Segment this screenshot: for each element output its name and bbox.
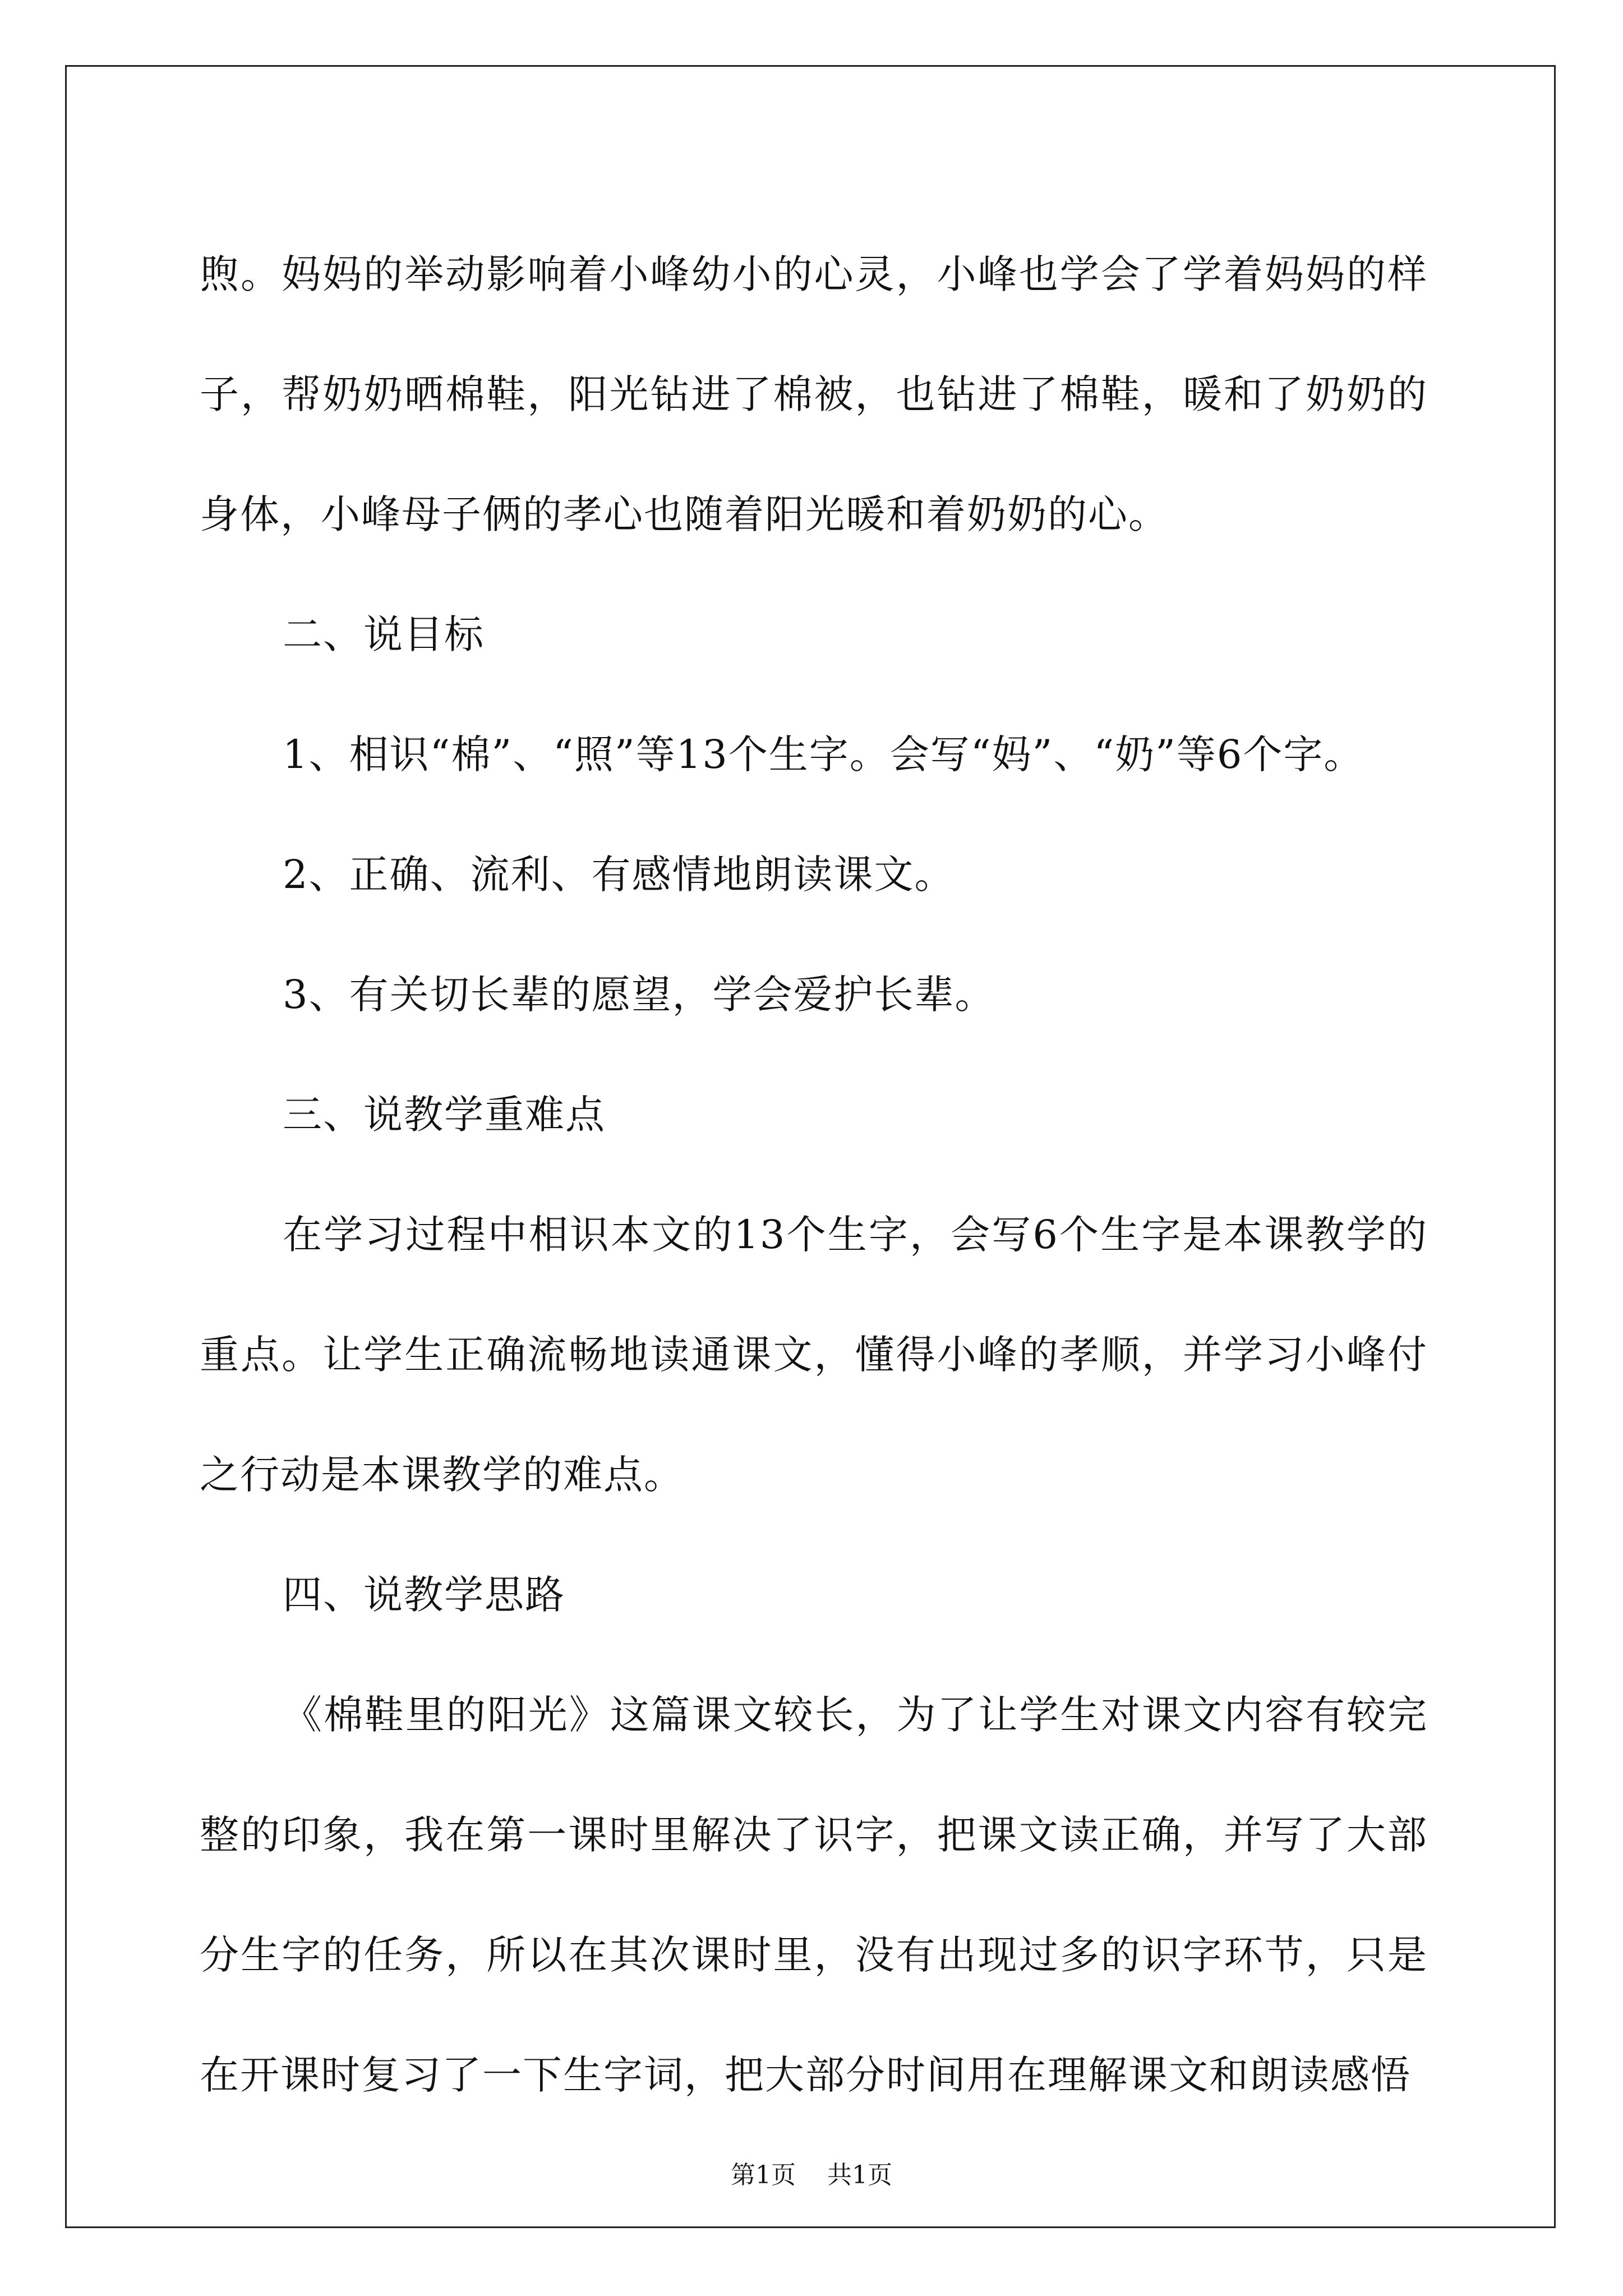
goal-item-2: 2、正确、流利、有感情地朗读课文。 (283, 852, 955, 898)
total-pages: 共1页 (827, 2161, 892, 2189)
page-number: 第1页 (731, 2161, 796, 2189)
goal-item-1: 1、相识“棉”、“照”等13个生字。会写“妈”、“奶”等6个字。 (283, 731, 1364, 777)
key-points-paragraph: 在学习过程中相识本文的13个生字，会写6个生字是本课教学的重点。让学生正确流畅地读通课文，懂得小峰的孝顺，并学习小峰付之行动是本课教学的难点。 (200, 1212, 1428, 1498)
section-heading-goals: 二、说目标 (283, 611, 485, 657)
paragraph-1: 煦。妈妈的举动影响着小峰幼小的心灵，小峰也学会了学着妈妈的样子，帮奶奶晒棉鞋，阳光钻进了棉被，也钻进了棉鞋，暖和了奶奶的身体，小峰母子俩的孝心也随着阳光暖和着奶奶的心。 (200, 251, 1428, 537)
document-body (200, 214, 1428, 2135)
goal-item-3: 3、有关切长辈的愿望，学会爱护长辈。 (283, 972, 995, 1018)
section-heading-key-points: 三、说教学重难点 (283, 1092, 606, 1138)
teaching-ideas-paragraph: 《棉鞋里的阳光》这篇课文较长，为了让学生对课文内容有较完整的印象，我在第一课时里解决了识字，把课文读正确，并写了大部分生字的任务，所以在其次课时里，没有出现过多的识字环节，只是在开课时复习了一下生字词，把大部分时间用在理解课文和朗读感悟 (200, 1692, 1428, 2098)
section-heading-teaching-ideas: 四、说教学思路 (283, 1572, 565, 1618)
page-footer (0, 2159, 1623, 2192)
